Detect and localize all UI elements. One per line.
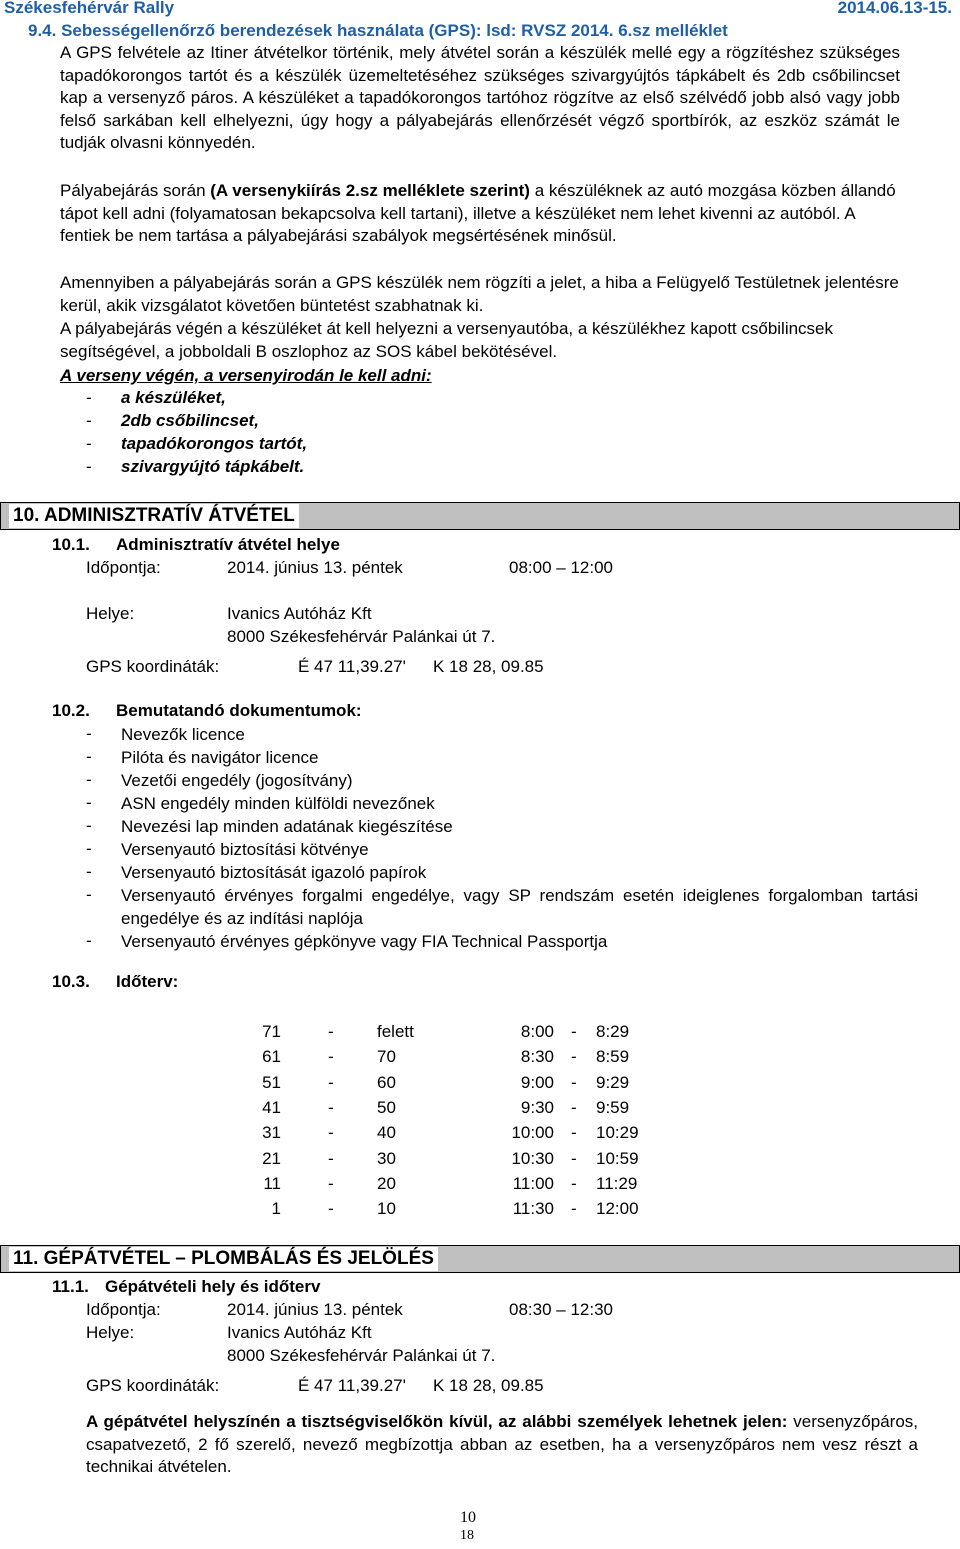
place-address-10: 8000 Székesfehérvár Palánkai út 7. bbox=[227, 627, 496, 646]
document-item: Nevezők licence bbox=[121, 725, 245, 744]
schedule-dash: - bbox=[571, 1047, 577, 1067]
schedule-dash: - bbox=[328, 1047, 334, 1067]
place-label-11: Helye: bbox=[86, 1323, 135, 1342]
place-name-10: Ivanics Autóház Kft bbox=[227, 604, 372, 623]
schedule-start-time: 11:30 bbox=[512, 1199, 554, 1219]
gps-paragraph-4: A pályabejárás végén a készüléket át kell helyezni a versenyautóba, a készülékhez kapott csőbilincsek segítségével, a jobboldali B oszlophoz az SOS kábel bekötésével. bbox=[60, 319, 834, 361]
schedule-end-time: 10:29 bbox=[596, 1123, 639, 1143]
schedule-start-time: 9:30 bbox=[520, 1097, 554, 1117]
list-dash: - bbox=[86, 816, 92, 835]
gps-north-11: É 47 11,39.27' bbox=[298, 1376, 406, 1395]
document-item: Versenyautó érvényes forgalmi engedélye, vagy SP rendszám esetén ideiglenes forgalomban tartási engedélye és az indítási naplója bbox=[121, 886, 918, 928]
return-item: tapadókorongos tartót, bbox=[121, 434, 308, 453]
schedule-start-time: 11:00 bbox=[512, 1173, 554, 1193]
header-title: Székesfehérvár Rally bbox=[4, 0, 175, 17]
section-10-1-number: 10.1. bbox=[52, 535, 90, 554]
list-dash: - bbox=[86, 747, 92, 766]
schedule-from: 51 bbox=[262, 1072, 281, 1092]
document-item: Vezetői engedély (jogosítvány) bbox=[121, 771, 353, 790]
schedule-dash: - bbox=[571, 1148, 577, 1168]
list-dash: - bbox=[86, 724, 92, 743]
section-10-1-title: Adminisztratív átvétel helye bbox=[116, 535, 340, 554]
list-dash: - bbox=[86, 457, 92, 476]
schedule-to: 70 bbox=[377, 1047, 396, 1067]
schedule-dash: - bbox=[571, 1173, 577, 1193]
list-dash: - bbox=[86, 411, 92, 430]
section-10-2-number: 10.2. bbox=[52, 701, 90, 720]
document-item: Nevezési lap minden adatának kiegészítése bbox=[121, 817, 453, 836]
schedule-dash: - bbox=[571, 1022, 577, 1041]
schedule-dash: - bbox=[328, 1097, 334, 1117]
schedule-dash: - bbox=[571, 1123, 577, 1143]
list-dash: - bbox=[86, 862, 92, 881]
schedule-dash: - bbox=[328, 1022, 334, 1041]
time-label-10: Időpontja: bbox=[86, 558, 161, 577]
schedule-from: 41 bbox=[262, 1097, 281, 1117]
schedule-end-time: 8:59 bbox=[596, 1047, 630, 1067]
gps-east-11: K 18 28, 09.85 bbox=[433, 1376, 544, 1395]
schedule-start-time: 10:00 bbox=[511, 1123, 554, 1143]
schedule-to: felett bbox=[377, 1022, 414, 1041]
list-dash: - bbox=[86, 885, 92, 904]
schedule-end-time: 10:59 bbox=[596, 1148, 639, 1168]
document-item: ASN engedély minden külföldi nevezőnek bbox=[121, 794, 435, 813]
list-dash: - bbox=[86, 931, 92, 950]
page-number: 10 bbox=[460, 1509, 476, 1526]
place-label-10: Helye: bbox=[86, 604, 135, 623]
schedule-from: 11 bbox=[263, 1173, 281, 1193]
section-11-heading: 11. GÉPÁTVÉTEL – PLOMBÁLÁS ÉS JELÖLÉS bbox=[9, 1247, 438, 1271]
gps-paragraph-3: Amennyiben a pályabejárás során a GPS készülék nem rögzíti a jelet, a hiba a Felügyelő Testületnek jelentésre kerül, akik vizsgálatot követően büntetést szabhatnak ki. bbox=[60, 273, 899, 315]
schedule-to: 30 bbox=[377, 1148, 396, 1168]
header-date: 2014.06.13-15. bbox=[837, 0, 952, 17]
schedule-end-time: 9:29 bbox=[596, 1072, 630, 1092]
section-10-header bbox=[0, 502, 960, 530]
list-dash: - bbox=[86, 434, 92, 453]
list-dash: - bbox=[86, 388, 92, 407]
schedule-to: 10 bbox=[377, 1199, 396, 1219]
return-item: 2db csőbilincset, bbox=[121, 411, 259, 430]
page-total: 18 bbox=[460, 1528, 474, 1543]
presence-paragraph: A gépátvétel helyszínén a tisztségviselőkön kívül, az alábbi személyek lehetnek jelen: versenyzőpáros, csapatvezető, 2 fő szerelő, nevező megbízottja abban az esetben, ha a versenyzőpáros nem vesz részt a technikai átvételen. bbox=[86, 1412, 919, 1476]
schedule-to: 40 bbox=[377, 1123, 396, 1143]
gps-north-10: É 47 11,39.27' bbox=[298, 657, 406, 676]
schedule-from: 1 bbox=[271, 1199, 281, 1219]
list-dash: - bbox=[86, 770, 92, 789]
section-10-heading: 10. ADMINISZTRATÍV ÁTVÉTEL bbox=[9, 504, 299, 528]
gps-east-10: K 18 28, 09.85 bbox=[433, 657, 544, 676]
document-item: Versenyautó biztosítását igazoló papírok bbox=[121, 863, 427, 882]
time-range-10: 08:00 – 12:00 bbox=[509, 558, 613, 577]
schedule-to: 20 bbox=[377, 1173, 396, 1193]
schedule-dash: - bbox=[571, 1199, 577, 1219]
section-11-1-number: 11.1. bbox=[52, 1277, 89, 1296]
time-date-10: 2014. június 13. péntek bbox=[227, 558, 403, 577]
schedule-to: 60 bbox=[377, 1072, 396, 1092]
schedule-from: 31 bbox=[262, 1123, 281, 1143]
schedule-dash: - bbox=[328, 1072, 334, 1092]
schedule-end-time: 11:29 bbox=[596, 1173, 638, 1193]
schedule-start-time: 9:00 bbox=[520, 1072, 554, 1092]
place-address-11: 8000 Székesfehérvár Palánkai út 7. bbox=[227, 1346, 496, 1365]
section-11-1-title: Gépátvételi hely és időterv bbox=[105, 1277, 321, 1296]
schedule-end-time: 12:00 bbox=[596, 1199, 639, 1219]
section-11-header bbox=[0, 1245, 960, 1273]
schedule-start-time: 8:00 bbox=[520, 1022, 554, 1041]
section-10-3-title: Időterv: bbox=[116, 972, 179, 991]
schedule-dash: - bbox=[328, 1148, 334, 1168]
gps-paragraph-1: A GPS felvétele az Itiner átvételkor történik, mely átvétel során a készülék mellé egy a rögzítéshez szükséges tapadókorongos tartót és a készülék üzemeltetéséhez szükséges szivargyújtós tápkábelt és 2db csőbilincset kap a versenyző páros. A készüléket a tapadókorongos tartóhoz rögzítve az első szélvédő jobb alsó vagy jobb felső sarkában kell elhelyezni, úgy hogy a pályabejárás ellenőrzését végző sportbírók, az eszköz számát le tudják olvasni könnyedén. bbox=[60, 43, 900, 152]
section-10-3-number: 10.3. bbox=[52, 972, 90, 991]
schedule-dash: - bbox=[328, 1173, 334, 1193]
document-item: Versenyautó biztosítási kötvénye bbox=[121, 840, 369, 859]
place-name-11: Ivanics Autóház Kft bbox=[227, 1323, 372, 1342]
time-label-11: Időpontja: bbox=[86, 1300, 161, 1319]
schedule-from: 21 bbox=[262, 1148, 281, 1168]
list-dash: - bbox=[86, 839, 92, 858]
return-item: a készüléket, bbox=[121, 388, 226, 407]
list-dash: - bbox=[86, 793, 92, 812]
schedule-from: 61 bbox=[262, 1047, 281, 1067]
schedule-end-time: 8:29 bbox=[596, 1022, 630, 1041]
gps-paragraph-2: Pályabejárás során (A versenykiírás 2.sz melléklete szerint) a készüléknek az autó mozgása közben állandó tápot kell adni (folyamatosan bekapcsolva kell tartani), illetve a készüléket nem lehet kivenni az autóból. A fentiek be nem tartása a pályabejárási szabályok megsértésének minősül. bbox=[60, 181, 896, 245]
gps-label-11: GPS koordináták: bbox=[86, 1376, 220, 1395]
schedule-dash: - bbox=[571, 1097, 577, 1117]
schedule-end-time: 9:59 bbox=[596, 1097, 630, 1117]
section-10-2-title: Bemutatandó dokumentumok: bbox=[116, 701, 362, 720]
section-subtitle: 9.4. Sebességellenőrző berendezések használata (GPS): lsd: RVSZ 2014. 6.sz melléklet bbox=[28, 21, 728, 40]
schedule-dash: - bbox=[328, 1123, 334, 1143]
document-item: Versenyautó érvényes gépkönyve vagy FIA Technical Passportja bbox=[121, 932, 608, 951]
schedule-start-time: 10:30 bbox=[511, 1148, 554, 1168]
return-heading: A verseny végén, a versenyirodán le kell adni: bbox=[60, 366, 432, 385]
schedule-from: 71 bbox=[262, 1022, 281, 1041]
schedule-dash: - bbox=[328, 1199, 334, 1219]
schedule-dash: - bbox=[571, 1072, 577, 1092]
return-item: szivargyújtó tápkábelt. bbox=[121, 457, 305, 476]
schedule-start-time: 8:30 bbox=[520, 1047, 554, 1067]
schedule-to: 50 bbox=[377, 1097, 396, 1117]
document-item: Pilóta és navigátor licence bbox=[121, 748, 319, 767]
gps-label-10: GPS koordináták: bbox=[86, 657, 220, 676]
time-range-11: 08:30 – 12:30 bbox=[509, 1300, 613, 1319]
time-date-11: 2014. június 13. péntek bbox=[227, 1300, 403, 1319]
